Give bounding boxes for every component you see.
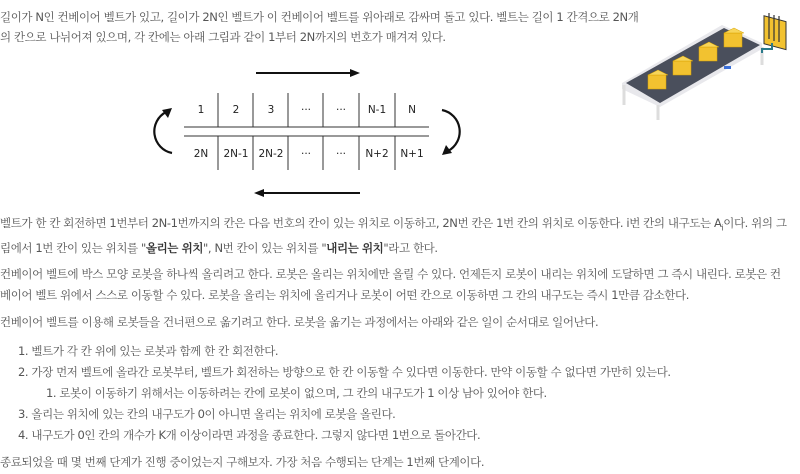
intro-line-1: 길이가 N인 컨베이어 벨트가 있고, 길이가 2N인 벨트가 이 컨베이어 벨트를 위아래로 감싸며 돌고 있다. 벨트는 길이 1 간격으로 2N개 <box>0 10 639 24</box>
unload-position-term: 내리는 위치 <box>326 241 384 256</box>
load-position-term: 올리는 위치 <box>145 241 204 256</box>
cell-2: 2 <box>232 104 240 116</box>
text: "라고 한다. <box>383 241 438 256</box>
cell-1: 1 <box>197 104 205 116</box>
left-curved-arrow <box>154 108 172 153</box>
cell-2n: 2N <box>193 148 209 160</box>
rotation-paragraph <box>0 213 790 259</box>
subscript: i <box>721 223 724 233</box>
cell-ellipsis: ··· <box>335 104 347 116</box>
robot-paragraph: 컨베이어 벨트에 박스 모양 로봇을 하나씩 올리려고 한다. 로봇은 올리는 위치에만 올릴 수 있다. 언제든지 로봇이 내리는 위치에 도달하면 그 즉시 내린다. 로봇은 컨베이어 벨트 위에서 스스로 이동할 수 있다. 로봇을 올리는 위치에 올리거나 로봇이 어떤 칸으로 이동하면 그 칸의 내구도는 즉시 1만큼 감소한다. <box>0 267 781 302</box>
step-4: 4. 내구도가 0인 칸의 개수가 K개 이상이라면 과정을 종료한다. 그렇지 않다면 1번으로 돌아간다. <box>18 428 481 442</box>
cell-n+1: N+1 <box>400 148 424 160</box>
conclusion-paragraph: 종료되었을 때 몇 번째 단계가 진행 중이었는지 구해보자. 가장 처음 수행되는 단계는 1번째 단계이다. <box>0 455 485 469</box>
cell-ellipsis: ··· <box>335 148 347 160</box>
step-3: 3. 올리는 위치에 있는 칸의 내구도가 0이 아니면 올리는 위치에 로봇을 올린다. <box>18 407 396 421</box>
text: 이다. 위의 그림에서 1번 칸이 있는 위치를 " <box>0 216 787 256</box>
text: ", N번 칸이 있는 위치를 " <box>203 241 327 256</box>
belt-diagram <box>140 60 470 205</box>
text: 벨트가 한 칸 회전하면 1번부터 2N-1번까지의 칸은 다음 번호의 칸이 있는 위치로 이동하고, 2N번 칸은 1번 칸의 위치로 이동한다. i번 칸의 내구도는 A <box>0 216 722 230</box>
cell-n: N <box>408 104 416 116</box>
top-arrow <box>256 69 360 77</box>
step-2: 2. 가장 먼저 벨트에 올라간 로봇부터, 벨트가 회전하는 방향으로 한 칸 이동할 수 있다면 이동한다. 만약 이동할 수 없다면 가만히 있는다. <box>18 365 671 379</box>
cell-2n-2: 2N-2 <box>258 148 284 160</box>
bottom-arrow <box>254 189 360 197</box>
cell-n+2: N+2 <box>365 148 389 160</box>
process-paragraph: 컨베이어 벨트를 이용해 로봇들을 건너편으로 옮기려고 한다. 로봇을 옮기는 과정에서는 아래와 같은 일이 순서대로 일어난다. <box>0 315 599 329</box>
right-curved-arrow <box>442 110 460 155</box>
cell-ellipsis: ··· <box>300 104 312 116</box>
cell-ellipsis: ··· <box>300 148 312 160</box>
conveyor-illustration <box>612 5 797 120</box>
step-1: 1. 벨트가 각 칸 위에 있는 로봇과 함께 한 칸 회전한다. <box>18 344 279 358</box>
intro-line-2: 의 칸으로 나뉘어져 있으며, 각 칸에는 아래 그림과 같이 1부터 2N까지의 번호가 매겨져 있다. <box>0 30 446 44</box>
cell-2n-1: 2N-1 <box>223 148 249 160</box>
cell-n-1: N-1 <box>367 104 387 116</box>
cell-3: 3 <box>267 104 275 116</box>
step-2-1: 1. 로봇이 이동하기 위해서는 이동하려는 칸에 로봇이 없으며, 그 칸의 내구도가 1 이상 남아 있어야 한다. <box>46 386 547 400</box>
